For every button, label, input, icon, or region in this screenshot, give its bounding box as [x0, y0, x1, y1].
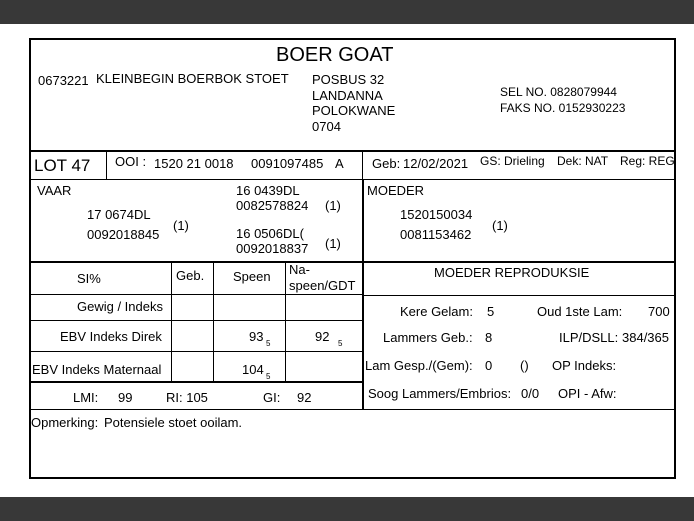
sel-number: SEL NO. 0828079944	[500, 85, 617, 99]
soog-lammers-value: 0/0	[521, 386, 540, 401]
lam-gesp-gem: ()	[520, 358, 529, 373]
address-line-1: POSBUS 32	[312, 72, 385, 87]
lot-number: LOT 47	[34, 156, 91, 175]
ilp-dsll-value: 384/365	[622, 330, 669, 345]
repro-heading: MOEDER REPRODUKSIE	[434, 265, 590, 280]
ooi-label: OOI :	[115, 154, 147, 169]
gi-value: 92	[297, 390, 312, 405]
dam-id: 1520150034	[400, 207, 473, 222]
sire-sire-reg: 0082578824	[236, 198, 309, 213]
sire-dam-id: 16 0506DL(	[236, 226, 304, 241]
row-gewig-label: Gewig / Indeks	[77, 299, 163, 314]
dam-reg: 0081153462	[400, 227, 472, 242]
col-speen: Speen	[233, 269, 271, 284]
ooi-number: 1520 21 0018	[154, 156, 234, 171]
sire-sire-id: 16 0439DL	[236, 183, 300, 198]
gs-status: GS: Drieling	[480, 154, 545, 168]
ooi-grade: A	[335, 156, 344, 171]
kere-gelam-label: Kere Gelam:	[400, 304, 473, 319]
ebv-maternaal-speen-accuracy: 5	[266, 372, 271, 381]
col-naspeen-2: speen/GDT	[289, 278, 356, 293]
address-line-3: POLOKWANE	[312, 103, 396, 118]
divider-repro-header	[363, 295, 676, 296]
divider-remark	[31, 409, 676, 410]
dam-count: (1)	[492, 218, 508, 233]
kere-gelam-value: 5	[487, 304, 495, 319]
gi-label: GI:	[263, 390, 281, 405]
remark-text: Potensiele stoet ooilam.	[104, 415, 243, 430]
lmi-label: LMI:	[73, 390, 99, 405]
divider-perf-header	[31, 294, 363, 295]
remark-label: Opmerking:	[31, 415, 99, 430]
sire-reg: 0092018845	[87, 227, 160, 242]
ilp-dsll-label: ILP/DSLL:	[559, 330, 619, 345]
divider-perf-col2	[213, 261, 214, 381]
ebv-direk-speen: 93	[249, 329, 264, 344]
ooi-reg: 0091097485	[251, 156, 324, 171]
address-line-2: LANDANNA	[312, 88, 383, 103]
ebv-maternaal-speen: 104	[242, 362, 264, 377]
sire-id: 17 0674DL	[87, 207, 151, 222]
divider-perf-row2	[31, 351, 363, 352]
breeder-id: 0673221	[38, 73, 89, 88]
op-indeks-label: OP Indeks:	[552, 358, 617, 373]
sire-heading: VAAR	[37, 183, 72, 198]
soog-lammers-label: Soog Lammers/Embrios:	[368, 386, 512, 401]
divider-perf-col3	[285, 261, 286, 381]
birth-date: 12/02/2021	[403, 156, 469, 171]
sire-sire-count: (1)	[325, 198, 341, 213]
divider-pedigree	[31, 261, 676, 263]
ri-value: RI: 105	[166, 390, 208, 405]
lam-gesp-label: Lam Gesp./(Gem):	[365, 358, 473, 373]
divider-pedigree-center	[362, 179, 364, 409]
reg-status: Reg: REG	[620, 154, 675, 168]
dek-status: Dek: NAT	[557, 154, 609, 168]
divider-perf-row1	[31, 320, 363, 321]
lam-gesp-value: 0	[485, 358, 493, 373]
divider-lot	[31, 179, 676, 180]
dam-heading: MOEDER	[367, 183, 425, 198]
lammers-geb-label: Lammers Geb.:	[383, 330, 473, 345]
breeder-name: KLEINBEGIN BOERBOK STOET	[96, 71, 289, 86]
faks-number: FAKS NO. 0152930223	[500, 101, 626, 115]
row-ebv-direk-label: EBV Indeks Direk	[60, 329, 162, 344]
divider-header	[31, 150, 676, 152]
col-geb: Geb.	[176, 268, 205, 283]
oud-1ste-lam-value: 700	[648, 304, 670, 319]
row-ebv-maternaal-label: EBV Indeks Maternaal	[32, 362, 162, 377]
ebv-direk-speen-accuracy: 5	[266, 339, 271, 348]
ebv-direk-naspeen: 92	[315, 329, 330, 344]
opi-afw-label: OPI - Afw:	[558, 386, 617, 401]
address-line-4: 0704	[312, 119, 341, 134]
ebv-direk-naspeen-accuracy: 5	[338, 339, 343, 348]
divider-perf-col1	[171, 261, 172, 381]
sale-card	[29, 38, 676, 479]
oud-1ste-lam-label: Oud 1ste Lam:	[537, 304, 623, 319]
birth-label: Geb:	[372, 156, 401, 171]
col-si: SI%	[77, 271, 101, 286]
lmi-value: 99	[118, 390, 133, 405]
divider-lot-birth	[362, 150, 363, 179]
divider-lot-label	[106, 150, 107, 179]
card-title: BOER GOAT	[276, 44, 394, 66]
sire-dam-count: (1)	[325, 236, 341, 251]
sire-count: (1)	[173, 218, 189, 233]
col-naspeen-1: Na-	[289, 262, 310, 277]
divider-perf-bottom	[31, 381, 363, 383]
sire-dam-reg: 0092018837	[236, 241, 309, 256]
lammers-geb-value: 8	[485, 330, 493, 345]
